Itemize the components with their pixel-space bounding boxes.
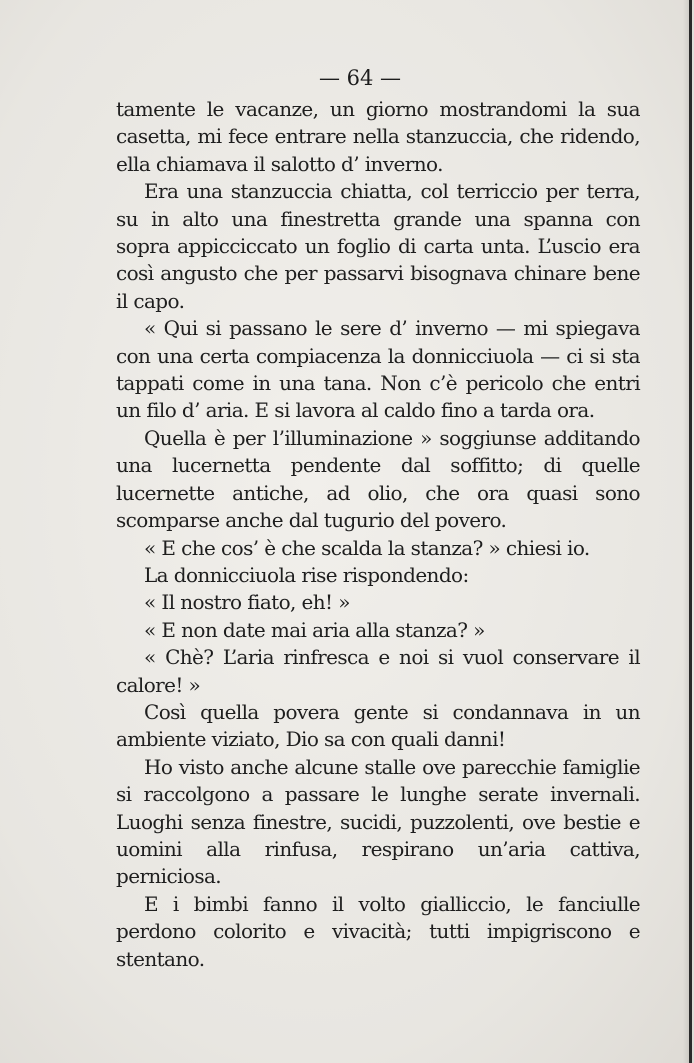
paragraph: tamente le vacanze, un giorno mostrandomi la sua casetta, mi fece entrare nella stanzuccia, che ridendo, ella chiamava il salotto d’ inverno. (116, 97, 640, 176)
paragraph: « Chè? L’aria rinfresca e noi si vuol conservare il calore! » (116, 645, 640, 697)
paragraph: Era una stanzuccia chiatta, col terriccio per terra, su in alto una finestretta grande una spanna con sopra appicciccato un foglio di carta unta. L’uscio era così angusto che per passarvi bisognava chinare bene il capo. (116, 179, 640, 313)
page-number: — 64 — (318, 66, 402, 90)
paragraph: « E non date mai aria alla stanza? » (144, 617, 485, 642)
body-text (116, 96, 640, 973)
paragraph: Così quella povera gente si condannava in un ambiente viziato, Dio sa con quali danni! (116, 699, 640, 752)
paragraph: La donnicciuola rise rispondendo: (144, 562, 469, 587)
paragraph: Ho visto anche alcune stalle ove parecchie famiglie si raccolgono a passare le lunghe serate invernali. Luoghi senza finestre, sucidi, puzzolenti, ove bestie e uomini alla rinfusa, respirano un’aria cattiva, perniciosa. (116, 754, 640, 889)
paragraph: Quella è per l’illuminazione » soggiunse additando una lucernetta pendente dal soffitto; di quelle lucernette antiche, ad olio, che ora quasi sono scomparse anche dal tugurio del povero. (116, 425, 640, 533)
paragraph: « E che cos’ è che scalda la stanza? » chiesi io. (144, 535, 590, 560)
paragraph: « Il nostro fiato, eh! » (144, 590, 350, 615)
paragraph: E i bimbi fanno il volto gialliccio, le fanciulle perdono colorito e vivacità; tutti impigriscono e stentano. (116, 891, 640, 971)
paragraph: « Qui si passano le sere d’ inverno — mi spiegava con una certa compiacenza la donnicciuola — ci si sta tappati come in una tana. Non c’è pericolo che entri un filo d’ aria. E si lavora al caldo fino a tarda ora. (116, 316, 640, 423)
page-edge-line (689, 0, 692, 1063)
